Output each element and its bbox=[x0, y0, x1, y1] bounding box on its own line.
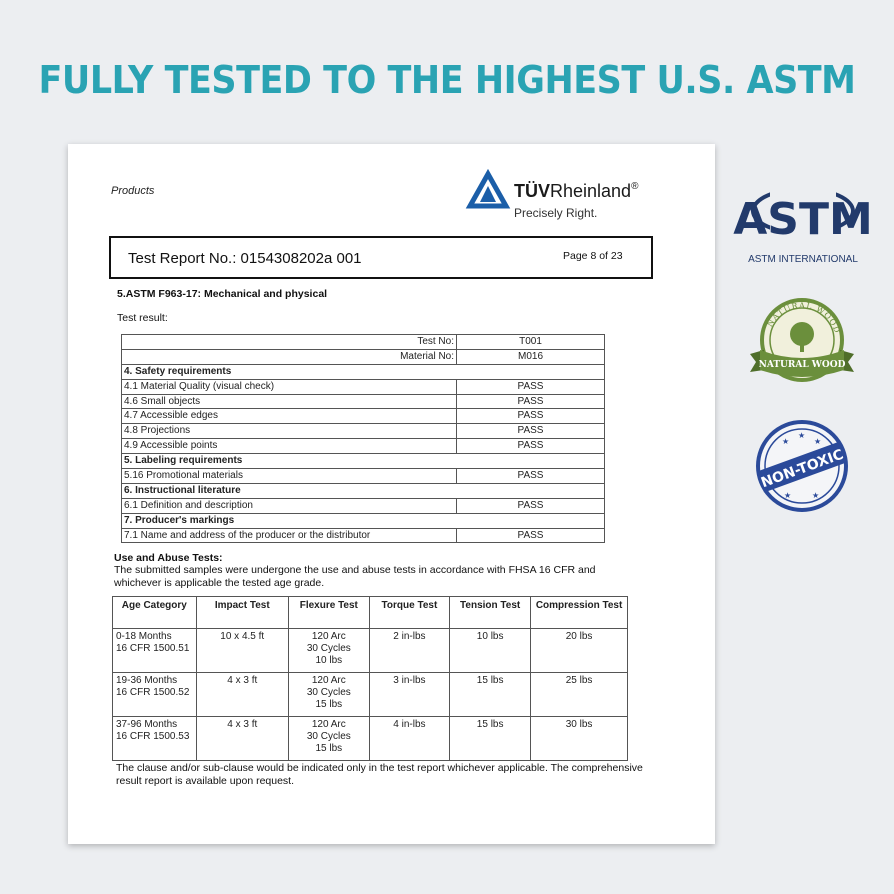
table-row bbox=[113, 673, 628, 717]
table-row bbox=[122, 439, 605, 454]
table-header-row bbox=[113, 597, 628, 629]
astm-logo-text: ASTM bbox=[733, 194, 873, 245]
table-row bbox=[113, 717, 628, 761]
tuv-triangle-icon bbox=[468, 172, 508, 208]
requirement-result: PASS bbox=[457, 528, 605, 543]
requirement-label: 6.1 Definition and description bbox=[122, 498, 457, 513]
test-no-value: T001 bbox=[457, 335, 605, 350]
requirement-result: PASS bbox=[457, 469, 605, 484]
requirement-result: PASS bbox=[457, 498, 605, 513]
requirement-result: PASS bbox=[457, 379, 605, 394]
test-no-label: Test No: bbox=[122, 335, 457, 350]
table-row bbox=[122, 528, 605, 543]
table-section-row bbox=[122, 483, 605, 498]
impact-test-cell bbox=[196, 673, 288, 717]
column-header: Compression Test bbox=[531, 597, 628, 629]
age-category-cell-line: 16 CFR 1500.52 bbox=[116, 687, 190, 698]
impact-test-cell bbox=[196, 629, 288, 673]
table-section-row bbox=[122, 364, 605, 379]
requirement-label: 7.1 Name and address of the producer or the distributor bbox=[122, 528, 457, 543]
requirement-result: PASS bbox=[457, 424, 605, 439]
age-category-cell-line: 16 CFR 1500.53 bbox=[116, 731, 190, 742]
tuv-brand-name: TÜVRheinland® bbox=[514, 181, 639, 201]
requirement-label: 6. Instructional literature bbox=[122, 483, 605, 498]
compression-test-cell-line: 25 lbs bbox=[565, 675, 593, 686]
column-header: Flexure Test bbox=[288, 597, 369, 629]
requirement-label: 4. Safety requirements bbox=[122, 364, 605, 379]
requirement-result: PASS bbox=[457, 394, 605, 409]
tension-test-cell-line: 15 lbs bbox=[476, 719, 504, 730]
report-number: Test Report No.: 0154308202a 001 bbox=[128, 250, 362, 267]
requirement-label: 4.9 Accessible points bbox=[122, 439, 457, 454]
requirement-label: 4.7 Accessible edges bbox=[122, 409, 457, 424]
non-toxic-text: NON-TOXIC bbox=[759, 446, 846, 492]
table-row bbox=[122, 379, 605, 394]
flexure-test-cell-line: 120 Arc bbox=[311, 719, 346, 730]
tension-test-cell bbox=[450, 673, 531, 717]
tuv-tagline: Precisely Right. bbox=[514, 206, 598, 220]
section-title: 5.ASTM F963-17: Mechanical and physical bbox=[117, 288, 328, 300]
result-table bbox=[121, 334, 605, 543]
requirement-result: PASS bbox=[457, 409, 605, 424]
table-row bbox=[122, 498, 605, 513]
impact-test-cell-line: 10 x 4.5 ft bbox=[220, 631, 265, 642]
flexure-test-cell bbox=[288, 629, 369, 673]
age-category-cell-line: 0-18 Months bbox=[116, 631, 172, 642]
table-section-row bbox=[122, 454, 605, 469]
age-category-cell-line: 16 CFR 1500.51 bbox=[116, 643, 190, 654]
flexure-test-cell-line: 30 Cycles bbox=[306, 687, 351, 698]
age-category-cell-line: 19-36 Months bbox=[116, 675, 178, 686]
svg-text:★: ★ bbox=[814, 437, 822, 446]
age-category-cell bbox=[113, 717, 197, 761]
compression-test-cell bbox=[531, 717, 628, 761]
flexure-test-cell-line: 30 Cycles bbox=[306, 731, 351, 742]
table-row bbox=[122, 469, 605, 484]
material-no-label: Material No: bbox=[122, 349, 457, 364]
svg-text:★: ★ bbox=[798, 431, 806, 440]
astm-international-badge bbox=[733, 166, 873, 261]
compression-test-cell bbox=[531, 629, 628, 673]
test-result-label: Test result: bbox=[117, 312, 168, 324]
flexure-test-cell bbox=[288, 717, 369, 761]
requirement-label: 4.1 Material Quality (visual check) bbox=[122, 379, 457, 394]
tension-test-cell-line: 15 lbs bbox=[476, 675, 504, 686]
impact-test-cell-line: 4 x 3 ft bbox=[227, 675, 258, 686]
flexure-test-cell-line: 10 lbs bbox=[315, 655, 343, 666]
abuse-table bbox=[112, 596, 628, 761]
test-report-document bbox=[68, 144, 715, 844]
table-section-row bbox=[122, 513, 605, 528]
svg-text:★: ★ bbox=[782, 437, 790, 446]
tension-test-cell bbox=[450, 629, 531, 673]
non-toxic-badge bbox=[752, 418, 852, 519]
flexure-test-cell-line: 120 Arc bbox=[311, 675, 346, 686]
astm-international-label: ASTM INTERNATIONAL bbox=[748, 254, 858, 265]
compression-test-cell-line: 20 lbs bbox=[565, 631, 593, 642]
table-row bbox=[122, 409, 605, 424]
column-header: Age Category bbox=[113, 597, 197, 629]
table-row bbox=[113, 629, 628, 673]
svg-text:★: ★ bbox=[784, 491, 792, 500]
natural-wood-seal-icon bbox=[746, 292, 858, 392]
column-header: Torque Test bbox=[369, 597, 449, 629]
non-toxic-stamp-icon bbox=[752, 418, 852, 514]
products-label: Products bbox=[111, 185, 155, 197]
natural-wood-ring-text: NATURAL WOOD bbox=[765, 300, 842, 335]
page-number: Page 8 of 23 bbox=[563, 250, 623, 262]
report-header-box bbox=[109, 236, 653, 279]
flexure-test-cell-line: 15 lbs bbox=[315, 743, 343, 754]
tension-test-cell-line: 10 lbs bbox=[476, 631, 504, 642]
table-row bbox=[122, 349, 605, 364]
use-abuse-title: Use and Abuse Tests: bbox=[114, 552, 223, 564]
compression-test-cell bbox=[531, 673, 628, 717]
requirement-label: 4.8 Projections bbox=[122, 424, 457, 439]
tension-test-cell bbox=[450, 717, 531, 761]
impact-test-cell bbox=[196, 717, 288, 761]
requirement-result: PASS bbox=[457, 439, 605, 454]
flexure-test-cell-line: 30 Cycles bbox=[306, 643, 351, 654]
flexure-test-cell bbox=[288, 673, 369, 717]
torque-test-cell bbox=[369, 673, 449, 717]
torque-test-cell bbox=[369, 629, 449, 673]
natural-wood-banner-text: NATURAL WOOD bbox=[758, 360, 846, 370]
natural-wood-badge bbox=[746, 292, 858, 397]
table-row bbox=[122, 394, 605, 409]
torque-test-cell-line: 2 in-lbs bbox=[393, 631, 426, 642]
column-header: Tension Test bbox=[450, 597, 531, 629]
torque-test-cell-line: 4 in-lbs bbox=[393, 719, 426, 730]
flexure-test-cell-line: 15 lbs bbox=[315, 699, 343, 710]
requirement-label: 5.16 Promotional materials bbox=[122, 469, 457, 484]
age-category-cell-line: 37-96 Months bbox=[116, 719, 178, 730]
svg-text:★: ★ bbox=[812, 491, 820, 500]
requirement-label: 7. Producer's markings bbox=[122, 513, 605, 528]
requirement-label: 5. Labeling requirements bbox=[122, 454, 605, 469]
table-row bbox=[122, 424, 605, 439]
torque-test-cell bbox=[369, 717, 449, 761]
compression-test-cell-line: 30 lbs bbox=[565, 719, 593, 730]
requirement-label: 4.6 Small objects bbox=[122, 394, 457, 409]
impact-test-cell-line: 4 x 3 ft bbox=[227, 719, 258, 730]
flexure-test-cell-line: 120 Arc bbox=[311, 631, 346, 642]
table-row bbox=[122, 335, 605, 350]
torque-test-cell-line: 3 in-lbs bbox=[393, 675, 426, 686]
age-category-cell bbox=[113, 629, 197, 673]
age-category-cell bbox=[113, 673, 197, 717]
page-headline: FULLY TESTED TO THE HIGHEST U.S. ASTM bbox=[38, 58, 856, 102]
use-abuse-text: The submitted samples were undergone the use and abuse tests in accordance with FHSA 16 CFR and whichever is applicable the tested age grade. bbox=[114, 564, 596, 589]
astm-logo-icon bbox=[733, 166, 873, 256]
column-header: Impact Test bbox=[196, 597, 288, 629]
material-no-value: M016 bbox=[457, 349, 605, 364]
footnote: The clause and/or sub-clause would be indicated only in the test report whichever applicable. The comprehensive result report is available upon request. bbox=[116, 762, 643, 787]
